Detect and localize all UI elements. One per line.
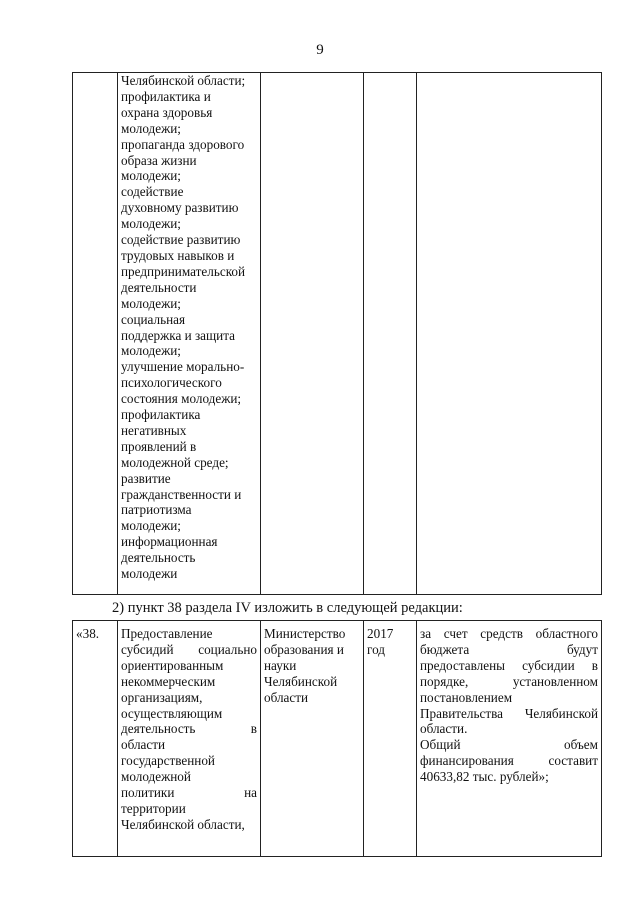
text-line: молодежи; bbox=[121, 216, 181, 232]
text-line: Министерство bbox=[264, 626, 346, 641]
text-line: молодежи bbox=[121, 566, 178, 582]
text-line: улучшение морально- bbox=[121, 359, 245, 375]
row-funding bbox=[417, 621, 602, 857]
text-line: деятельности bbox=[121, 279, 197, 295]
text-line: молодежи; bbox=[121, 168, 181, 184]
text-line: организациям, bbox=[121, 689, 203, 705]
text-line: финансирования составит bbox=[420, 753, 598, 769]
text-line: ориентированным bbox=[121, 657, 224, 673]
text-line: духовному развитию bbox=[121, 200, 239, 216]
program-table-row-38 bbox=[72, 620, 602, 857]
text-line: 40633,82 тыс. рублей»; bbox=[420, 769, 549, 785]
text-line: за счет средств областного bbox=[420, 626, 598, 641]
text-line: области. bbox=[420, 721, 468, 737]
text-line: постановлением bbox=[420, 689, 513, 705]
text-line: Челябинской bbox=[264, 673, 338, 689]
text-line: образования и bbox=[264, 641, 344, 657]
text-line: содействие bbox=[121, 184, 184, 200]
text-line: политики на bbox=[121, 785, 257, 801]
text-line: состояния молодежи; bbox=[121, 391, 242, 407]
text-line: некоммерческим bbox=[121, 673, 216, 689]
row-number bbox=[73, 621, 118, 857]
text-line: порядке, установленном bbox=[420, 673, 598, 689]
text-line: осуществляющим bbox=[121, 705, 223, 721]
text-line: психологического bbox=[121, 375, 222, 391]
text-line: области bbox=[121, 737, 166, 753]
text-line: молодежи; bbox=[121, 120, 181, 136]
text-line: содействие развитию bbox=[121, 232, 241, 248]
text-line: молодежи; bbox=[121, 343, 181, 359]
text-line: социальная bbox=[121, 311, 186, 327]
row-number-text: «38. bbox=[76, 626, 100, 641]
row-activity bbox=[118, 621, 261, 857]
cell-funding bbox=[417, 73, 602, 595]
text-line: поддержка и защита bbox=[121, 327, 236, 343]
cell-year bbox=[364, 73, 417, 595]
text-line: молодежной bbox=[121, 769, 191, 785]
text-line: образа жизни bbox=[121, 152, 197, 168]
text-line: предпринимательской bbox=[121, 263, 246, 279]
text-line: молодежной среде; bbox=[121, 454, 229, 470]
text-line: трудовых навыков и bbox=[121, 247, 235, 263]
text-line: проявлений в bbox=[121, 438, 197, 454]
row-executor bbox=[261, 621, 364, 857]
text-line: развитие bbox=[121, 470, 171, 486]
page-number: 9 bbox=[316, 42, 324, 58]
row-year bbox=[364, 621, 417, 857]
text-line: территории bbox=[121, 800, 186, 816]
text-line: профилактика bbox=[121, 407, 201, 423]
text-line: бюджета будут bbox=[420, 641, 598, 657]
text-line: Челябинской области; bbox=[121, 73, 246, 88]
text-line: области bbox=[264, 689, 309, 705]
text-line: молодежи; bbox=[121, 518, 181, 534]
cell-activity-continuation bbox=[118, 73, 261, 595]
text-line: предоставлены субсидии в bbox=[420, 657, 598, 673]
text-line: субсидий социально bbox=[121, 641, 257, 657]
text-line: 2017 bbox=[367, 626, 394, 641]
text-line: негативных bbox=[121, 422, 187, 438]
text-line: Предоставление bbox=[121, 626, 213, 641]
text-line: молодежи; bbox=[121, 295, 181, 311]
text-line: профилактика и bbox=[121, 88, 211, 104]
text-line: государственной bbox=[121, 753, 215, 769]
text-line: Общий объем bbox=[420, 737, 598, 753]
text-line: информационная bbox=[121, 534, 218, 550]
text-line: гражданственности и bbox=[121, 486, 242, 502]
text-line: деятельность bbox=[121, 550, 196, 566]
text-line: пропаганда здорового bbox=[121, 136, 245, 152]
text-line: Челябинской области, bbox=[121, 816, 245, 832]
text-line: Правительства Челябинской bbox=[420, 705, 598, 721]
cell-executor bbox=[261, 73, 364, 595]
cell-number bbox=[73, 73, 118, 595]
text-line: патриотизма bbox=[121, 502, 192, 518]
amendment-paragraph: 2) пункт 38 раздела IV изложить в следующей редакции: bbox=[112, 600, 463, 616]
text-line: охрана здоровья bbox=[121, 104, 213, 120]
text-line: деятельность в bbox=[121, 721, 257, 737]
text-line: науки bbox=[264, 657, 297, 673]
program-table-continuation bbox=[72, 72, 602, 595]
text-line: год bbox=[367, 641, 386, 657]
